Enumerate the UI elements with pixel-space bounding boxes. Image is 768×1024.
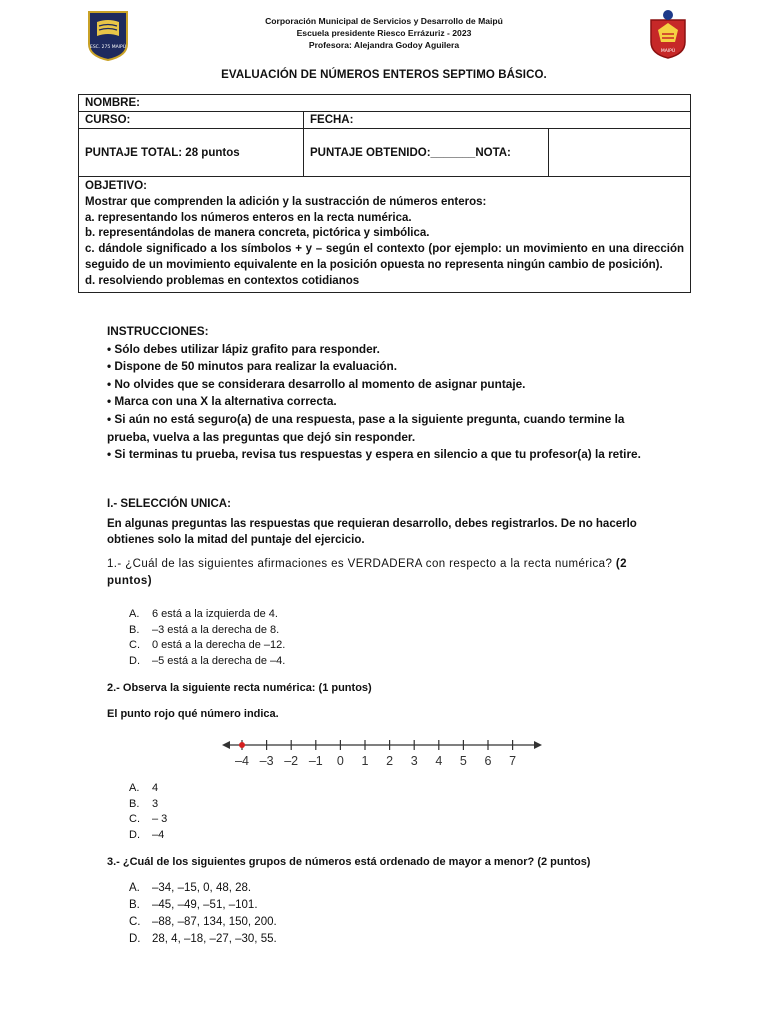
info-table [78,94,691,293]
option-text: –45, –49, –51, –101. [152,899,258,911]
question-2-text: 2.- Observa la siguiente recta numérica: (1 puntos) [107,682,372,694]
number-line-label: 6 [484,754,492,768]
instructions [107,323,662,464]
objetivo-line-2: a. representando los números enteros en la recta numérica. [85,211,412,224]
number-line-label: –2 [284,754,299,768]
arrow-left-icon [222,741,230,749]
option-text: –88, –87, 134, 150, 200. [152,916,277,928]
header-line-2: Escuela presidente Riesco Errázuriz - 2023 [296,28,472,38]
instruction-item: • Si terminas tu prueba, revisa tus respuestas y espera en silencio a que tu profesor(a) la retire. [107,447,641,462]
header-line-3: Profesora: Alejandra Godoy Aguilera [308,40,460,50]
option-a[interactable] [129,607,285,623]
question-1 [107,556,627,590]
objetivo-label: OBJETIVO: [85,180,147,192]
nombre-field[interactable]: NOMBRE: [79,95,691,112]
number-line-label: –4 [235,754,249,768]
option-b[interactable] [129,797,167,813]
option-d[interactable] [129,931,277,948]
option-a[interactable] [129,781,167,797]
question-3-text: 3.- ¿Cuál de los siguientes grupos de números está ordenado de mayor a menor? (2 puntos) [107,856,591,868]
option-letter: A. [129,882,140,894]
number-line-label: –1 [308,754,323,768]
option-c[interactable] [129,638,285,654]
number-line-label: –3 [259,754,274,768]
instructions-label: INSTRUCCIONES: [107,324,209,338]
number-line-label: 3 [410,754,418,768]
option-d[interactable] [129,828,167,844]
option-letter: B. [129,797,140,810]
option-text: –34, –15, 0, 48, 28. [152,882,252,894]
number-line-label: 5 [459,754,467,768]
question-1-options [129,607,285,669]
instruction-item: • Si aún no está seguro(a) de una respuesta, pase a la siguiente pregunta, cuando termine la prueba, vuelva a las preguntas que dejó sin responder. [107,411,625,444]
objetivo-line-4: c. dándole significado a los símbolos + y – según el contexto (por ejemplo: un movimiento en una dirección seguido de un movimiento equivalente en la posición opuesta no representa ningún cambio de posición). [85,243,684,271]
page-title: EVALUACIÓN DE NÚMEROS ENTEROS SEPTIMO BÁSICO. [221,69,547,81]
option-d[interactable] [129,654,285,670]
objetivo-line-1: Mostrar que comprenden la adición y la sustracción de números enteros: [85,195,487,208]
option-letter: A. [129,608,140,620]
option-letter: C. [129,916,141,928]
option-text: 3 [152,797,159,810]
option-letter: B. [129,899,140,911]
section-note: En algunas preguntas las respuestas que requieran desarrollo, debes registrarlos. De no hacerlo obtienes solo la mitad del puntaje del ejercicio. [107,518,637,546]
instruction-item: • Sólo debes utilizar lápiz grafito para responder. [107,341,380,356]
question-1-text: 1.- ¿Cuál de las siguientes afirmaciones es VERDADERA con respecto a la recta numérica? [107,558,613,570]
puntaje-obtenido-field[interactable]: PUNTAJE OBTENIDO:_______NOTA: [304,129,549,177]
option-c[interactable] [129,812,167,828]
puntaje-total: PUNTAJE TOTAL: 28 puntos [79,129,304,177]
number-line-label: 0 [336,754,344,768]
option-letter: C. [129,813,140,826]
instruction-item: • Dispone de 50 minutos para realizar la evaluación. [107,359,397,374]
fecha-field[interactable]: FECHA: [304,112,691,129]
objetivo-box [79,177,691,293]
option-letter: A. [129,782,140,794]
option-b[interactable] [129,897,277,914]
header-line-1: Corporación Municipal de Servicios y Desarrollo de Maipú [265,16,503,26]
option-text: 6 está a la izquierda de 4. [152,608,278,620]
option-text: 4 [152,782,159,794]
number-line-label: 1 [361,754,369,768]
number-line [220,735,550,771]
option-letter: C. [129,639,140,652]
option-b[interactable] [129,623,285,639]
number-line-label: 2 [386,754,394,768]
objetivo-line-3: b. representándolas de manera concreta, pictórica y simbólica. [85,227,430,240]
question-1-points: (2 puntos) [107,558,627,587]
option-text: –4 [152,828,165,841]
curso-field[interactable]: CURSO: [79,112,304,129]
option-text: –3 está a la derecha de 8. [152,623,280,636]
question-3-options [129,880,277,948]
option-text: 0 está a la derecha de –12. [152,639,286,652]
option-c[interactable] [129,914,277,931]
option-a[interactable] [129,880,277,897]
arrow-right-icon [534,741,542,749]
objetivo-line-5: d. resolviendo problemas en contextos cotidianos [85,274,360,287]
option-letter: B. [129,623,140,636]
option-text: 28, 4, –18, –27, –30, 55. [152,933,277,945]
instruction-item: • Marca con una X la alternativa correcta. [107,394,337,409]
nota-box[interactable] [549,129,691,177]
option-text: –5 está a la derecha de –4. [152,654,286,667]
question-2-options [129,781,167,843]
option-letter: D. [129,654,140,667]
question-2-sub: El punto rojo qué número indica. [107,708,279,720]
red-point [239,742,245,748]
header [0,15,768,51]
logo-left-text: ESC. 275 MAIPÚ [89,45,127,50]
option-letter: D. [129,933,141,945]
number-line-label: 4 [435,754,443,768]
logo-right-text: MAIPÚ [660,49,676,54]
option-text: – 3 [152,813,168,826]
number-line-label: 7 [509,754,517,768]
option-letter: D. [129,828,140,841]
instruction-item: • No olvides que se considerara desarrollo al momento de asignar puntaje. [107,376,526,391]
section-heading: I.- SELECCIÓN UNICA: [107,498,231,510]
